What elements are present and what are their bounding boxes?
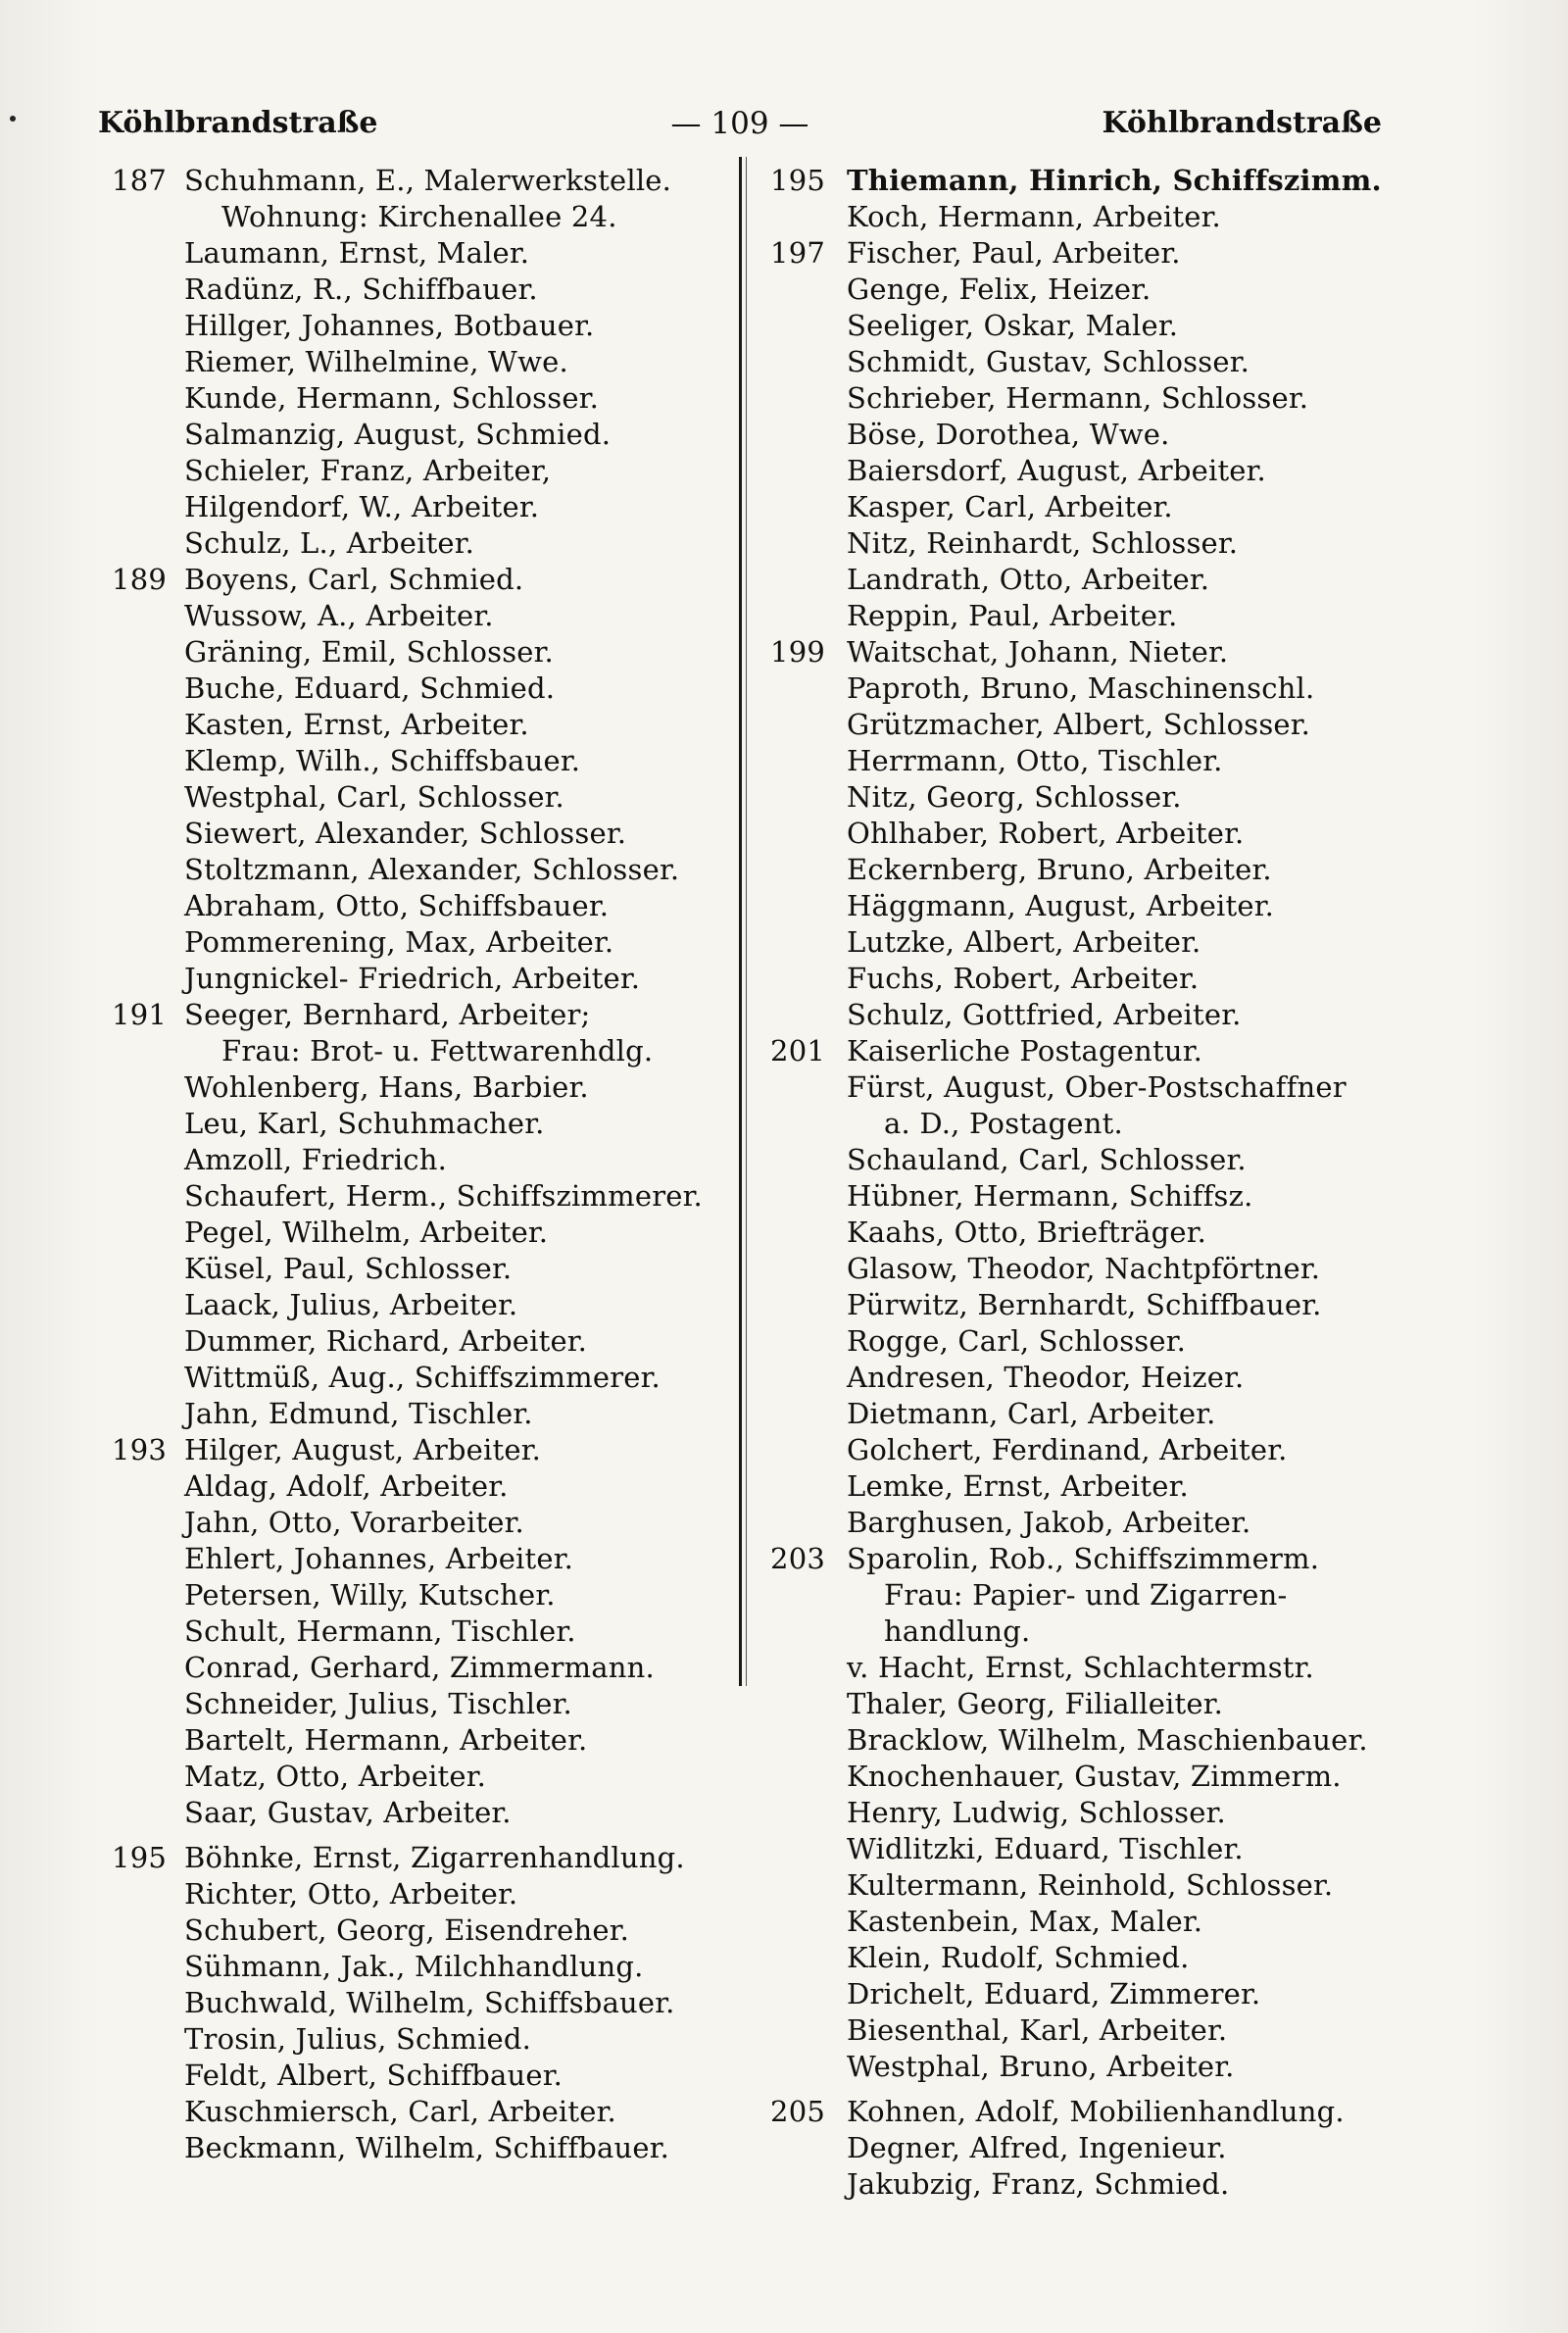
page-header: [98, 106, 1382, 151]
directory-entry: [108, 272, 735, 308]
directory-entry: [764, 1178, 1441, 1215]
directory-entry: [764, 779, 1441, 816]
directory-entry: [108, 1142, 735, 1178]
resident-text: Schneider, Julius, Tischler.: [184, 1687, 572, 1720]
directory-entry: [108, 1323, 735, 1360]
resident-text: Fischer, Paul, Arbeiter.: [847, 236, 1181, 270]
directory-entry: [764, 1686, 1441, 1722]
directory-entry: [108, 1759, 735, 1795]
directory-entry: [764, 163, 1441, 199]
house-number: 197: [770, 236, 825, 270]
resident-text: Wohlenberg, Hans, Barbier.: [184, 1070, 589, 1104]
resident-text: Abraham, Otto, Schiffsbauer.: [184, 889, 610, 922]
right-column: [764, 163, 1441, 2203]
directory-entry: [108, 1432, 735, 1468]
resident-text: Kunde, Hermann, Schlosser.: [184, 381, 599, 415]
resident-text: Trosin, Julius, Schmied.: [184, 2022, 532, 2056]
directory-entry: [764, 199, 1441, 235]
directory-entry: [108, 1876, 735, 1912]
directory-entry: [108, 1722, 735, 1759]
resident-text: Beckmann, Wilhelm, Schiffbauer.: [184, 2131, 670, 2164]
resident-text: Frau: Papier- und Zigarren-: [884, 1578, 1288, 1612]
resident-text: Leu, Karl, Schuhmacher.: [184, 1107, 545, 1140]
resident-text: Waitschat, Johann, Nieter.: [847, 635, 1229, 669]
resident-text: Kuschmiersch, Carl, Arbeiter.: [184, 2095, 616, 2128]
resident-text: Drichelt, Eduard, Zimmerer.: [847, 1977, 1261, 2010]
directory-entry: [764, 2130, 1441, 2166]
directory-entry: [764, 1831, 1441, 1867]
directory-entry: [108, 670, 735, 707]
resident-text: Nitz, Reinhardt, Schlosser.: [847, 526, 1239, 560]
resident-text: Buche, Eduard, Schmied.: [184, 671, 556, 705]
resident-text: Schult, Hermann, Tischler.: [184, 1614, 576, 1648]
directory-entry: [764, 453, 1441, 489]
directory-entry: [764, 924, 1441, 961]
directory-entry: [764, 562, 1441, 598]
directory-entry: [108, 1468, 735, 1505]
resident-text: Ehlert, Johannes, Arbeiter.: [184, 1542, 574, 1575]
directory-entry: [108, 779, 735, 816]
resident-text: Lemke, Ernst, Arbeiter.: [847, 1469, 1189, 1503]
directory-entry: [108, 1396, 735, 1432]
left-column: [108, 163, 735, 2166]
directory-entry: [108, 1650, 735, 1686]
directory-entry: [108, 1360, 735, 1396]
directory-entry: [764, 1215, 1441, 1251]
resident-text: Küsel, Paul, Schlosser.: [184, 1252, 513, 1285]
directory-entry: [764, 670, 1441, 707]
resident-text: Thiemann, Hinrich, Schiffszimm.: [847, 164, 1382, 197]
house-number: 187: [112, 164, 167, 197]
resident-text: Golchert, Ferdinand, Arbeiter.: [847, 1433, 1288, 1466]
resident-text: Buchwald, Wilhelm, Schiffsbauer.: [184, 1986, 675, 2019]
resident-text: Jahn, Edmund, Tischler.: [184, 1397, 533, 1430]
directory-entry: [108, 2130, 735, 2166]
directory-entry: [108, 1577, 735, 1613]
resident-text: Schuhmann, E., Malerwerkstelle.: [184, 164, 672, 197]
resident-text: Pommerening, Max, Arbeiter.: [184, 925, 614, 959]
resident-text: Böhnke, Ernst, Zigarrenhandlung.: [184, 1841, 685, 1874]
directory-entry: [764, 852, 1441, 888]
house-number: 199: [770, 635, 825, 669]
directory-entry: [108, 1178, 735, 1215]
directory-entry: [764, 1251, 1441, 1287]
directory-entry: [108, 489, 735, 525]
directory-entry: [764, 1505, 1441, 1541]
resident-text: Schubert, Georg, Eisendreher.: [184, 1913, 630, 1947]
column-divider: [739, 157, 742, 1686]
resident-text: Herrmann, Otto, Tischler.: [847, 744, 1223, 777]
house-number: 195: [112, 1841, 167, 1874]
resident-text: Eckernberg, Bruno, Arbeiter.: [847, 853, 1272, 886]
resident-text: Schaufert, Herm., Schiffszimmerer.: [184, 1179, 703, 1213]
directory-entry: [108, 1795, 735, 1831]
resident-text: Radünz, R., Schiffbauer.: [184, 273, 538, 306]
resident-text: Jakubzig, Franz, Schmied.: [847, 2167, 1230, 2201]
resident-text: Jungnickel- Friedrich, Arbeiter.: [184, 962, 641, 995]
resident-text: Schulz, L., Arbeiter.: [184, 526, 475, 560]
directory-entry: [764, 634, 1441, 670]
resident-text: Frau: Brot- u. Fettwarenhdlg.: [221, 1034, 654, 1067]
directory-entry: [764, 2012, 1441, 2049]
directory-entry: [764, 2094, 1441, 2130]
house-number: 205: [770, 2095, 825, 2128]
directory-entry: [108, 1106, 735, 1142]
house-number: 193: [112, 1433, 167, 1466]
resident-text: Westphal, Bruno, Arbeiter.: [847, 2050, 1235, 2083]
resident-text: Matz, Otto, Arbeiter.: [184, 1760, 487, 1793]
directory-entry: [764, 1722, 1441, 1759]
resident-text: Sühmann, Jak., Milchhandlung.: [184, 1950, 644, 1983]
directory-entry: [764, 598, 1441, 634]
resident-text: Hübner, Hermann, Schiffsz.: [847, 1179, 1253, 1213]
directory-entry: [764, 1432, 1441, 1468]
resident-text: Böse, Dorothea, Wwe.: [847, 418, 1170, 451]
resident-text: Kastenbein, Max, Maler.: [847, 1905, 1203, 1938]
directory-entry: [764, 1759, 1441, 1795]
resident-text: Genge, Felix, Heizer.: [847, 273, 1152, 306]
directory-entry: [108, 235, 735, 272]
directory-entry: [764, 308, 1441, 344]
resident-text: Klemp, Wilh., Schiffsbauer.: [184, 744, 581, 777]
directory-entry: [108, 1949, 735, 1985]
directory-entry: [108, 888, 735, 924]
house-number: 201: [770, 1034, 825, 1067]
directory-entry: [108, 199, 735, 235]
column-divider-thin: [746, 157, 747, 1686]
resident-text: Klein, Rudolf, Schmied.: [847, 1941, 1190, 1974]
resident-text: Petersen, Willy, Kutscher.: [184, 1578, 556, 1612]
resident-text: Pürwitz, Bernhardt, Schiffbauer.: [847, 1288, 1322, 1321]
directory-entry: [764, 1468, 1441, 1505]
resident-text: Pegel, Wilhelm, Arbeiter.: [184, 1216, 549, 1249]
resident-text: Dietmann, Carl, Arbeiter.: [847, 1397, 1216, 1430]
resident-text: Ohlhaber, Robert, Arbeiter.: [847, 817, 1245, 850]
resident-text: Wussow, A., Arbeiter.: [184, 599, 494, 632]
directory-entry: [764, 743, 1441, 779]
directory-entry: [764, 1650, 1441, 1686]
directory-entry: [764, 1795, 1441, 1831]
resident-text: Kohnen, Adolf, Mobilienhandlung.: [847, 2095, 1345, 2128]
resident-text: Schauland, Carl, Schlosser.: [847, 1143, 1247, 1176]
directory-entry: [108, 2058, 735, 2094]
resident-text: Jahn, Otto, Vorarbeiter.: [184, 1506, 524, 1539]
directory-entry: [108, 308, 735, 344]
resident-text: Paproth, Bruno, Maschinenschl.: [847, 671, 1315, 705]
directory-entry: [108, 1840, 735, 1876]
directory-entry: [108, 1541, 735, 1577]
directory-entry: [764, 1867, 1441, 1904]
directory-entry: [108, 344, 735, 380]
directory-entry: [764, 888, 1441, 924]
resident-text: Laack, Julius, Arbeiter.: [184, 1288, 518, 1321]
resident-text: Schulz, Gottfried, Arbeiter.: [847, 998, 1242, 1031]
house-number: 189: [112, 563, 167, 596]
resident-text: Thaler, Georg, Filialleiter.: [847, 1687, 1224, 1720]
directory-entry: [108, 707, 735, 743]
directory-entry: [108, 1251, 735, 1287]
directory-entry: [108, 2021, 735, 2058]
directory-entry: [108, 997, 735, 1033]
directory-entry: [764, 272, 1441, 308]
page-number: — 109 —: [670, 106, 809, 141]
directory-entry: [108, 598, 735, 634]
running-head-left: Köhlbrandstraße: [98, 106, 378, 140]
directory-entry: [108, 1215, 735, 1251]
directory-entry: [108, 453, 735, 489]
directory-entry: [108, 1985, 735, 2021]
directory-entry: [764, 1577, 1441, 1613]
resident-text: Sparolin, Rob., Schiffszimmerm.: [847, 1542, 1320, 1575]
resident-text: handlung.: [884, 1614, 1031, 1648]
directory-entry: [764, 2049, 1441, 2085]
directory-entry: [108, 163, 735, 199]
directory-entry: [764, 1541, 1441, 1577]
running-head-right: Köhlbrandstraße: [1102, 106, 1382, 140]
resident-text: Kasten, Ernst, Arbeiter.: [184, 708, 529, 741]
resident-text: Häggmann, August, Arbeiter.: [847, 889, 1275, 922]
resident-text: Kaiserliche Postagentur.: [847, 1034, 1203, 1067]
resident-text: Wittmüß, Aug., Schiffszimmerer.: [184, 1361, 661, 1394]
resident-text: Gräning, Emil, Schlosser.: [184, 635, 554, 669]
directory-entry: [764, 344, 1441, 380]
directory-entry: [764, 1033, 1441, 1069]
directory-entry: [108, 924, 735, 961]
directory-entry: [108, 1287, 735, 1323]
directory-entry: [108, 380, 735, 417]
directory-entry: [764, 2166, 1441, 2203]
directory-entry: [108, 743, 735, 779]
directory-entry: [108, 1912, 735, 1949]
resident-text: Barghusen, Jakob, Arbeiter.: [847, 1506, 1251, 1539]
resident-text: Schieler, Franz, Arbeiter,: [184, 454, 552, 487]
resident-text: Wohnung: Kirchenallee 24.: [221, 200, 617, 233]
directory-entry: [108, 562, 735, 598]
directory-entry: [764, 1976, 1441, 2012]
resident-text: Schrieber, Hermann, Schlosser.: [847, 381, 1309, 415]
directory-entry: [764, 997, 1441, 1033]
directory-entry: [108, 525, 735, 562]
resident-text: Rogge, Carl, Schlosser.: [847, 1324, 1187, 1358]
resident-text: Bracklow, Wilhelm, Maschienbauer.: [847, 1723, 1368, 1757]
resident-text: Andresen, Theodor, Heizer.: [847, 1361, 1245, 1394]
resident-text: Richter, Otto, Arbeiter.: [184, 1877, 518, 1911]
directory-entry: [108, 417, 735, 453]
directory-entry: [108, 1613, 735, 1650]
resident-text: a. D., Postagent.: [884, 1107, 1123, 1140]
directory-entry: [108, 816, 735, 852]
resident-text: v. Hacht, Ernst, Schlachtermstr.: [847, 1651, 1314, 1684]
resident-text: Boyens, Carl, Schmied.: [184, 563, 524, 596]
directory-entry: [764, 1613, 1441, 1650]
directory-entry: [764, 525, 1441, 562]
resident-text: Conrad, Gerhard, Zimmermann.: [184, 1651, 655, 1684]
resident-text: Riemer, Wilhelmine, Wwe.: [184, 345, 568, 378]
directory-entry: [764, 961, 1441, 997]
resident-text: Seeliger, Oskar, Maler.: [847, 309, 1179, 342]
directory-entry: [764, 1396, 1441, 1432]
resident-text: Widlitzki, Eduard, Tischler.: [847, 1832, 1244, 1865]
margin-dot: [10, 116, 16, 122]
resident-text: Schmidt, Gustav, Schlosser.: [847, 345, 1250, 378]
directory-entry: [108, 1686, 735, 1722]
directory-entry: [764, 707, 1441, 743]
resident-text: Fuchs, Robert, Arbeiter.: [847, 962, 1200, 995]
house-number: 203: [770, 1542, 825, 1575]
directory-entry: [764, 235, 1441, 272]
directory-entry: [108, 852, 735, 888]
directory-entry: [764, 380, 1441, 417]
resident-text: Kaahs, Otto, Briefträger.: [847, 1216, 1206, 1249]
resident-text: Bartelt, Hermann, Arbeiter.: [184, 1723, 588, 1757]
resident-text: Kultermann, Reinhold, Schlosser.: [847, 1868, 1334, 1902]
directory-entry: [764, 1940, 1441, 1976]
resident-text: Grützmacher, Albert, Schlosser.: [847, 708, 1311, 741]
resident-text: Stoltzmann, Alexander, Schlosser.: [184, 853, 680, 886]
resident-text: Hilger, August, Arbeiter.: [184, 1433, 542, 1466]
resident-text: Fürst, August, Ober-Postschaffner: [847, 1070, 1347, 1104]
resident-text: Reppin, Paul, Arbeiter.: [847, 599, 1178, 632]
resident-text: Dummer, Richard, Arbeiter.: [184, 1324, 588, 1358]
directory-entry: [764, 1323, 1441, 1360]
directory-entry: [108, 961, 735, 997]
house-number: 195: [770, 164, 825, 197]
resident-text: Siewert, Alexander, Schlosser.: [184, 817, 627, 850]
directory-entry: [764, 816, 1441, 852]
resident-text: Lutzke, Albert, Arbeiter.: [847, 925, 1201, 959]
directory-entry: [764, 1106, 1441, 1142]
resident-text: Degner, Alfred, Ingenieur.: [847, 2131, 1227, 2164]
resident-text: Baiersdorf, August, Arbeiter.: [847, 454, 1266, 487]
resident-text: Koch, Hermann, Arbeiter.: [847, 200, 1221, 233]
resident-text: Saar, Gustav, Arbeiter.: [184, 1796, 512, 1829]
directory-entry: [764, 417, 1441, 453]
resident-text: Glasow, Theodor, Nachtpförtner.: [847, 1252, 1321, 1285]
resident-text: Feldt, Albert, Schiffbauer.: [184, 2059, 564, 2092]
resident-text: Westphal, Carl, Schlosser.: [184, 780, 564, 814]
resident-text: Landrath, Otto, Arbeiter.: [847, 563, 1210, 596]
resident-text: Kasper, Carl, Arbeiter.: [847, 490, 1173, 523]
resident-text: Aldag, Adolf, Arbeiter.: [184, 1469, 509, 1503]
resident-text: Hilgendorf, W., Arbeiter.: [184, 490, 540, 523]
directory-entry: [108, 1069, 735, 1106]
directory-entry: [764, 1904, 1441, 1940]
resident-text: Laumann, Ernst, Maler.: [184, 236, 530, 270]
directory-entry: [108, 1033, 735, 1069]
directory-entry: [764, 1069, 1441, 1106]
resident-text: Knochenhauer, Gustav, Zimmerm.: [847, 1760, 1342, 1793]
house-number: 191: [112, 998, 167, 1031]
directory-entry: [108, 1505, 735, 1541]
directory-entry: [108, 634, 735, 670]
resident-text: Biesenthal, Karl, Arbeiter.: [847, 2013, 1228, 2047]
directory-entry: [764, 1142, 1441, 1178]
resident-text: Seeger, Bernhard, Arbeiter;: [184, 998, 591, 1031]
directory-entry: [764, 1360, 1441, 1396]
directory-entry: [764, 1287, 1441, 1323]
directory-entry: [108, 2094, 735, 2130]
resident-text: Salmanzig, August, Schmied.: [184, 418, 612, 451]
resident-text: Hillger, Johannes, Botbauer.: [184, 309, 595, 342]
resident-text: Henry, Ludwig, Schlosser.: [847, 1796, 1226, 1829]
resident-text: Amzoll, Friedrich.: [184, 1143, 448, 1176]
resident-text: Nitz, Georg, Schlosser.: [847, 780, 1182, 814]
directory-entry: [764, 489, 1441, 525]
